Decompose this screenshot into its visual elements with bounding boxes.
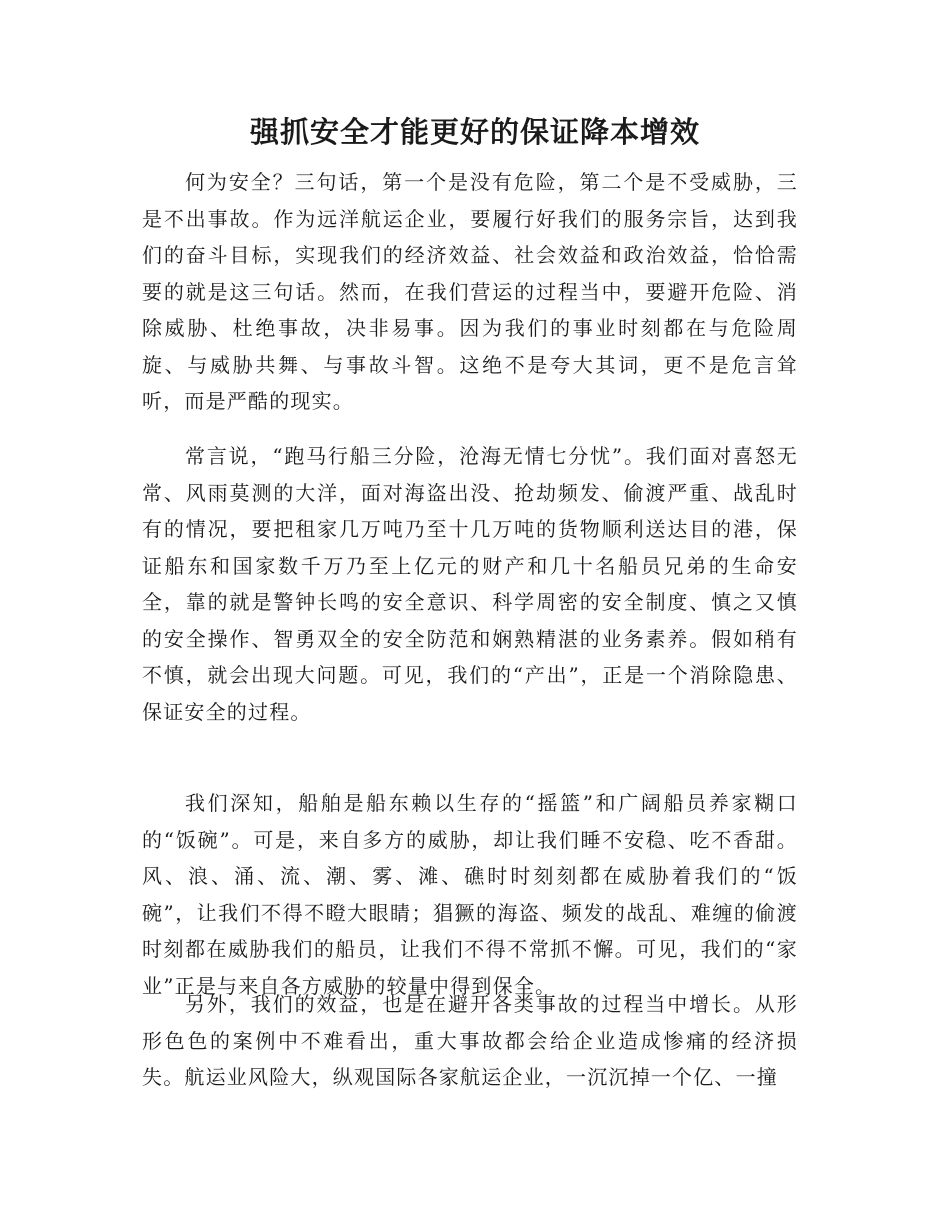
paragraph-1: 何为安全？三句话，第一个是没有危险，第二个是不受威胁，三是不出事故。作为远洋航运企业，要履行好我们的服务宗旨，达到我们的奋斗目标，实现我们的经济效益、社会效益和政治效益，恰恰需要的就是这三句话。然而，在我们营运的过程当中，要避开危险、消除威胁、杜绝事故，决非易事。因为我们的事业时刻都在与危险周旋、与威胁共舞、与事故斗智。这绝不是夸大其词，更不是危言耸听，而是严酷的现实。 [142,170,798,413]
paragraph-4: 另外，我们的效益，也是在避开各类事故的过程当中增长。从形形色色的案例中不难看出，重大事故都会给企业造成惨痛的经济损失。航运业风险大，纵观国际各家航运企业，一沉沉掉一个亿、一撞 [142,992,798,1089]
paragraph-3: 我们深知，船舶是船东赖以生存的“摇篮”和广阔船员养家糊口的“饭碗”。可是，来自多方的威胁，却让我们睡不安稳、吃不香甜。风、浪、涌、流、潮、雾、滩、礁时时刻刻都在威胁着我们的“饭碗”，让我们不得不瞪大眼睛；猖獗的海盗、频发的战乱、难缠的偷渡时刻都在威胁我们的船员，让我们不得不常抓不懈。可见，我们的“家业”正是与来自各方威胁的较量中得到保全。 [142,791,798,998]
paragraph-2: 常言说，“跑马行船三分险，沧海无情七分忧”。我们面对喜怒无常、风雨莫测的大洋，面对海盗出没、抢劫频发、偷渡严重、战乱时有的情况，要把租家几万吨乃至十几万吨的货物顺利送达目的港，保证船东和国家数千万乃至上亿元的财产和几十名船员兄弟的生命安全，靠的就是警钟长鸣的安全意识、科学周密的安全制度、慎之又慎的安全操作、智勇双全的安全防范和娴熟精湛的业务素养。假如稍有不慎，就会出现大问题。可见，我们的“产出”，正是一个消除隐患、保证安全的过程。 [142,444,798,724]
document-title: 强抓安全才能更好的保证降本增效 [249,115,700,149]
